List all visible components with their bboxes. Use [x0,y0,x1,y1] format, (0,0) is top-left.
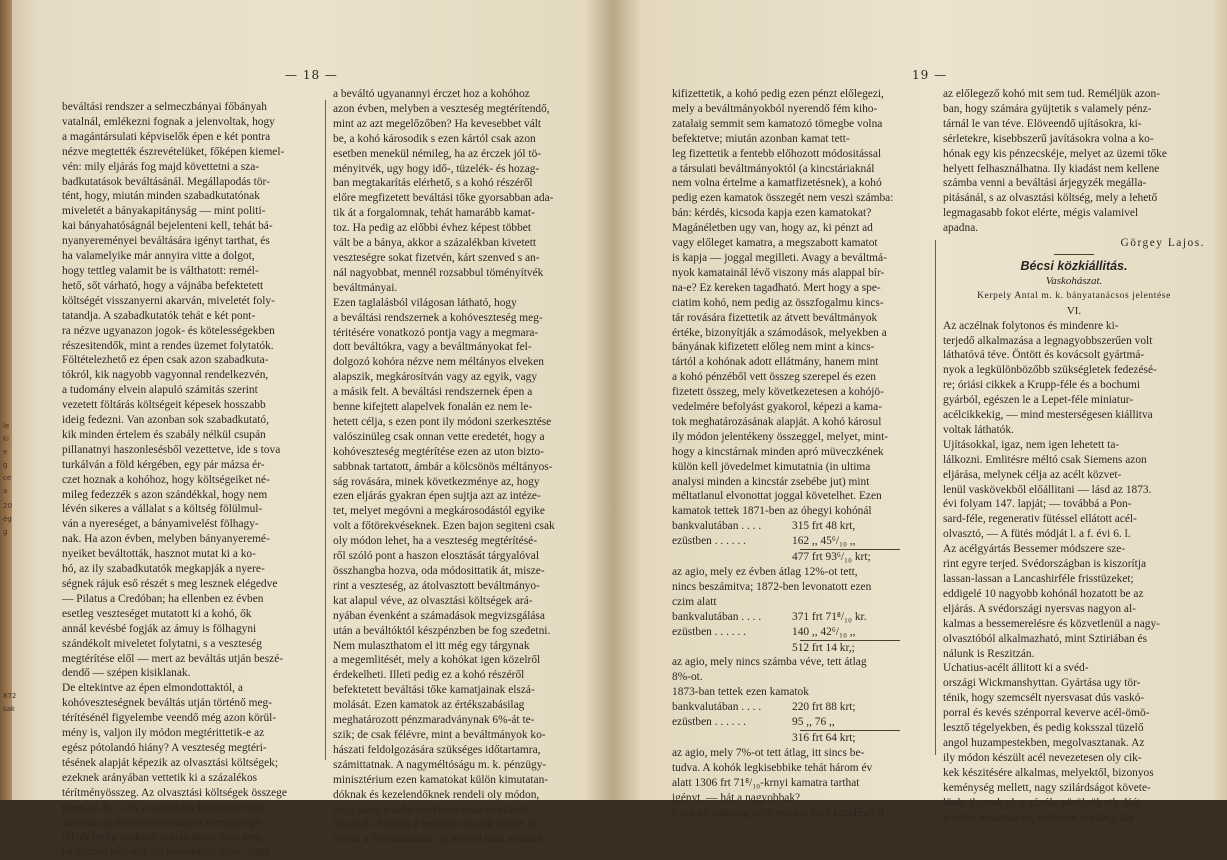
margin-fragment-text: le [3,422,10,430]
text-line: igényt, — hát a nagyobbak? [672,791,801,804]
text-line: mileg fedezzék s azon szándékkal, hogy nem [62,488,268,501]
text-line: voltak láthatók. [943,423,1014,436]
table-row [672,715,930,730]
table-row [672,610,930,625]
text-line: számittatnak. A nagyméltóságu m. k. pénzügy- [333,758,547,771]
text-line: nak. Ha azon évben, melyben bányanyeremé- [62,533,270,546]
section-title: Bécsi közkiállitás. [1020,258,1128,273]
text-line: angol huzampestekben, megolvasztanak. Az [943,736,1145,749]
text-line: költségét visszanyerni akarván, miveletét foly- [62,294,275,307]
text-line: ségnek rájuk eső részét s meg lesznek elégedve [62,578,278,590]
text-line: a beváltási rendszernek a kohóveszteség meg- [333,311,543,324]
text-line: tésének alapját képezik az olvasztási költségek; [62,756,279,769]
text-line: ban megtakarítás elérhető, s a kohó részéről [333,177,533,190]
text-line: pedig ezen kamatok összegét nem veszi számba: [672,192,894,205]
text-line: veszteségre sokat fizetvén, kárt szenved s an- [333,251,540,264]
text-line: mény is, valjon ily módon megtérittetik-e az [62,727,265,740]
text-line: kik minden értelem és szabály nélkül csupán [62,428,266,441]
right-text-column-1 [672,87,930,820]
text-line: pörölyt mutattak be, melynek mindegyike [943,811,1134,824]
text-line: megtérítése elől — mert az beváltás utján beszé- [62,652,284,665]
text-line: az agio, mely nincs számba véve, tett átlag [672,656,867,669]
text-line: zatalaig semmit sem kamatozó tömegbe volna [672,117,883,130]
text-line: hogy a kincstárnak minden apró müveczkének [672,445,884,458]
text-line: czim alatt [672,595,717,608]
text-line: Uchatius-acélt állitott ki a svéd- [943,662,1089,675]
text-line: lévén sikeres a vállalat s a költség fölülmul- [62,503,263,516]
table-label [672,550,792,565]
text-line: láthatóvá téve. Öntött és kovácsolt gyártmá- [943,349,1145,362]
text-line: legmagasabb fokot elérte, mégis valamivel [943,207,1139,220]
text-line: Az acélgyártás Bessemer módszere sze- [943,543,1126,556]
text-line: keménység mellett, nagy szilárdságot követe- [943,781,1151,794]
table-label: ezüstben . . . . . . [672,535,747,548]
table-row [672,519,930,534]
table-label: bankvalutában . . . . [672,701,762,714]
left-text-column-1 [62,100,320,860]
table-value: 95 ,, 76 ,, [792,716,835,729]
table-value: 316 frt 64 krt; [792,731,856,744]
text-line: Nem mulaszthatom el itt még egy tárgynak [333,639,530,652]
table-label: ezüstben . . . . . . [672,625,747,638]
text-line: ről szóló pont a haszon elosztását tárgyalóval [333,550,540,563]
section-number: VI. [1066,304,1082,317]
table-value: 477 frt 93⁶/₁₀ krt; [792,551,871,564]
text-line: után a beváltóktól készpénzben be fog szedetni. [333,624,551,637]
text-line: gyárból, egészen le a Lepet-féle miniatur- [943,394,1134,407]
table-row [672,534,930,549]
text-line: minisztérium ezen kamatokat külön kimutatan- [333,773,549,786]
text-line: összhangba hozva, oda módosittatik át, misze- [333,565,545,577]
text-line: re; óriási cikkek a Krupp-féle és a bochumi [943,379,1141,392]
text-line: az agio, mely 7%-ot tett átlag, itt sincs be- [672,746,865,759]
text-line: azonban az ércz-beváltmányok mennyiségé- [62,816,265,829]
text-line: térítésénél figyelembe veendő még azon körül- [62,712,277,725]
text-line: hónak egy kis pénzecskéje, melyet az üzemi tőke [943,147,1167,160]
text-line: mely a beváltmányokból nyerendő fém kiho- [672,102,878,115]
text-line: szik; de csak félévre, mint a beváltmányok ko- [333,728,546,741]
text-line: tassanak. Miután a beváltott érczek értéke, le- [333,818,542,831]
text-line: leg fizettetik a fentebb előhozott módositással [672,147,882,160]
text-line: porral és kevés szénporral keverve acél-ömö- [943,707,1150,720]
margin-fragment [3,420,15,498]
text-line: kai bányahatóságnál bejelenteni kell, tehát bá- [62,220,273,233]
text-line: molását. Ezen kamatok az értékszabásilag [333,699,525,712]
text-line: kek készitésére alkalmas, melyektől, bizonyos [943,766,1154,779]
text-line: nincs beszámitva; 1872-ben levonatott ezen [672,580,872,593]
text-line: Föltételezhető ez épen csak azon szabadkuta- [62,354,269,367]
text-line: Ezen pénzösszeg mily módon való kezeléséről [672,806,885,819]
text-line: évi folyam 147. lapját; — továbbá a Pon- [943,498,1132,511]
text-line: hó, az ily szabadkutatók megkapják a nyere- [62,563,265,576]
margin-fragment-text: g [3,461,8,469]
table-row [672,625,930,640]
text-line: ván a nyereséget, a bányamivelést fölhagy- [62,518,259,531]
text-line: kamatok tettek 1871-ben az óhegyi kohónál [672,505,872,518]
text-line: hetett célja, s ezen pont ily módoni szerkesztése [333,415,552,428]
text-line: ra nézve ugyanazon jogok- és kötelességekben [62,324,275,337]
text-line: sérletekre, kisebbszerű javításokra volna a ko- [943,132,1154,145]
text-line: tet, melyet megóvni a megkárosodástól egyike [333,505,545,518]
text-line: érdekelheti. Illeti pedig ez a kohó részéről [333,669,525,682]
text-line: be, a kohó károsodik s ezen kártól csak azon [333,132,536,145]
text-line: mint az azt megelőzőben? Ha kevesebbet vált [333,117,542,130]
text-line: hető, sőt várható, hogy a vájnába befektetett [62,279,264,292]
table-label: ezüstben . . . . . . [672,716,747,729]
text-line: ha valamelyike már annyira vitte a dolgot, [62,250,255,263]
table-value: 140 ,, 42⁶/₁₀ ,, [792,625,856,638]
text-line: lesztő tégelyekben, és pedig koksszal tüzelő [943,722,1144,735]
text-line: a kohó pénzéből vett összeg szerepel és ezen [672,371,876,384]
margin-fragment [3,500,15,539]
text-line: nálunk is Reszitzán. [943,647,1035,660]
text-line: tárnál le van téve. Elöveendő ujításokra, ki- [943,117,1142,130]
margin-fragment-text: ce [3,474,12,482]
text-line: pitásánál, s az olvasztási költség, mely a lehető [943,192,1158,205]
table-label [672,731,792,746]
text-line: dolgozó kohóra nézve nem méltányos elveken [333,356,544,369]
text-line: a beváltó ugyanannyi érczet hoz a kohóhoz [333,88,530,100]
margin-fragment-text: sak [3,705,15,713]
table-label: bankvalutában . . . . [672,520,762,533]
table-value: 512 frt 14 kr,; [792,641,855,654]
text-line: hogy azok a kohó bevételei közé ne számit- [333,803,532,816]
text-line: befektetve; miután azonban kamat tett- [672,132,850,145]
text-line: valószinüleg csak onnan vette eredetét, hogy a [333,430,545,443]
text-line: nem volna értelme a kamatfizetésnek), a kohó [672,177,882,190]
text-line: szándékolt miveletet folytatni, s a veszteség [62,637,262,650]
text-line: ily módon jelentékeny összeggel, melyet, mint- [672,430,889,443]
text-line: ményitvék, ugy hogy idő-, tüzelék- és hozag- [333,162,540,175]
text-line: kohóveszteség megtérítése ezen az uton bizto- [333,445,544,458]
text-line: tik át a forgalomnak, tehát hamarább kamat- [333,207,535,220]
left-page [0,0,612,859]
text-line: méltatlanul elvonottat joggal követelhet. Ezen [672,490,882,503]
text-line: dott beváltókra, vagy a beváltmányokat fel- [333,341,532,354]
text-line: nézve megtették észrevételüket, főképen kiemel- [62,145,285,158]
text-line: kifizettetik, a kohó pedig ezen pénzt előlegezi, [672,88,884,100]
text-line: is kapja — joggal megilleti. Avagy a beváltmá- [672,251,887,264]
text-line: rint a veszteség, az átolvasztott beváltmányo- [333,579,540,592]
text-line: eljárása, melynek célja az acélt közvet- [943,468,1122,481]
right-page [612,0,1227,824]
author-signature: Görgey Lajos. [1120,237,1205,250]
text-line: a magántársulati képviselők épen e két pontra [62,130,271,143]
text-line: az előlegező kohó mit sem tud. Reméljük azon- [943,88,1160,100]
text-line: helyett felhasználhatna. Ily kiadást nem kellene [943,162,1160,175]
text-line: dóknak és kezelendőknek rendeli oly módon, [333,788,540,801]
section-subtitle: Vaskohászat. [1045,274,1103,287]
text-line: téritésére vonatkozó pontja vagy a megmara- [333,326,539,339]
text-line: miveletét a bányakapitányság — mint politi- [62,205,266,218]
text-line: bán: kérdés, kicsoda kapja ezen kamatokat? [672,207,872,220]
text-line: vonva a levonandókat, az átvétel után azonnal [333,833,543,846]
text-line: tatandja. A szabadkutatók tehát e két pont- [62,309,256,322]
text-line: ezen eljárás gyakran épen sujtja azt az intéze- [333,490,541,503]
text-line: beváltmányai. [333,281,398,294]
text-line: tár rovására fizettetik az átvett beváltmányok [672,311,878,324]
text-line: 8%-ot. [672,671,703,684]
text-line: nyeiket beváltották, hasznot mutat ki a ko- [62,548,256,561]
text-line: előre megfizetett beváltási tőke gyorsabban ada- [333,192,554,205]
right-text-column-2 [943,87,1205,825]
text-line: sard-féle, regenerativ fütéssel ellátott acél- [943,513,1137,526]
text-line: terjedő alkalmazása a legnagyobbszerűen volt [943,334,1153,347]
text-line: ban, hogy számára gyüjtetik s valamely pénz- [943,102,1152,115]
table-row [672,641,930,656]
text-line: hászati feldolgozására szükséges időtartamra, [333,743,541,756]
text-line: tókról, kik nagyobb vagyonnal rendelkezvén, [62,369,269,382]
text-line: Ezen taglalásból világosan látható, hogy [333,296,517,309]
table-row [672,731,930,746]
text-line: annál kevésbé fogják az ámuy is fölhagyni [62,622,257,635]
text-line: az agio, mely ez évben átlag 12%-ot tett, [672,566,858,578]
text-line: térítményösszeg. Az olvasztási költségek összege [62,786,287,799]
text-line: volt a főtörekvéseknek. Ezen bajon segiteni csak [333,520,555,533]
text-line: ság rovására, minek következménye az, hogy [333,475,540,488]
text-line: pillanatnyi haszonlesésből vezettetve, ide s tova [62,443,281,456]
text-line: ily módon készült acél nevezetesen oly cik- [943,751,1142,764]
margin-fragment [3,690,15,716]
text-line: tártól a kohónak adott ellátmány, hanem mint [672,356,879,369]
table-row [672,700,930,715]
margin-fragment-text: ki [3,435,9,443]
text-line: hogy tettleg valamit be is válthatott: remél- [62,264,259,277]
text-line: dendő — szépen kisiklanak. [62,667,191,680]
text-line: beváltási rendszer a selmeczbányai főbányah [62,101,267,113]
text-line: tudva. A kohók legkisebbike tehát három év [672,761,873,774]
text-line: badkutatások beváltásánál. Megállapodás tör- [62,175,270,188]
text-line: czet hoznak a kohóhoz, hogy költségeiket né- [62,473,270,486]
column-rule [935,240,936,755]
text-line: lenül vaskövekből előállitani — lásd az 1873. [943,483,1152,496]
text-line: kat alapul véve, az olvasztási költségek ará- [333,594,533,607]
margin-fragment-text: e [3,448,8,456]
text-line: acélcikkekig, — mind mesterségesen kiállitva [943,409,1153,422]
text-line: meghatározott pénzmaradványnak 6%-át te- [333,714,535,727]
text-line: befektetett beváltási tőke kamatjainak elszá- [333,684,535,697]
table-value: 220 frt 88 krt; [792,701,856,714]
text-line: bányának kifizetett előleg nem mint a kincs- [672,341,875,354]
text-line: ténik, hogy szemcsélt nyersvasat dús vaskó- [943,692,1145,705]
text-line: nyanyereményei beváltására igényt tarthat, és [62,235,270,248]
section-author: Kerpely Antal m. k. bányatanácsos jelentése [977,290,1171,301]
margin-fragment-text: 872 [3,692,17,700]
page-number-right: 19 — [912,68,948,82]
text-line: alapszik, megkárosítván vagy az egyik, vagy [333,371,538,384]
text-line: eddigelé 10 nagyobb kohónál hozatott be az [943,587,1144,600]
text-line: egész pótolandó hiány? A veszteség megtéri- [62,741,267,754]
text-line: eljárás. A svédországi nyersvas nagyon al- [943,602,1136,615]
text-line: Ujításokkal, igaz, nem igen lehetett ta- [943,438,1120,451]
table-value: 162 ,, 45⁶/₁₀ ,, [792,535,856,548]
text-line: — Pilatus a Credóban; ha ellenben ez évben [62,592,264,605]
text-line: Magánéletben ugy van, hogy az, ki pénzt ad [672,222,873,235]
text-line: kohóveszteségnek beváltás utján történő meg- [62,697,273,710]
table-row [672,550,930,565]
text-line: nyok kamatainál lévő viszony más alappal bír- [672,266,885,279]
text-line: Az aczélnak folytonos és mindenre ki- [943,319,1119,332]
left-text-column-2 [333,87,591,847]
text-line: nál nagyobbat, mennél rozsabbul töményítvék [333,266,544,279]
text-line: vált be a bánya, akkor a százalékban kivetett [333,237,537,250]
column-rule [325,100,326,760]
text-line: lassan-lassan a Lancashirféle frisstüzeket; [943,573,1134,585]
section-divider [1054,254,1094,255]
text-line: kalmas a bessemerelésre és közvetlenül a nagy- [943,617,1160,630]
text-line: tént, hogy, miután minden szabadkutatónak [62,190,260,203]
table-value: 371 frt 71⁸/₁₀ kr. [792,610,867,623]
text-line: benne kifejtett alapelvek fonalán ez nem le- [333,401,533,414]
text-line: toz. Ha pedig az előbbi évhez képest többet [333,222,531,235]
text-line: olvasztóból alkalmazható, mint Sztiriában és [943,632,1148,645]
text-line: a tudomány elvein alapuló számitás szerint [62,384,258,397]
margin-fragment-text: g [3,528,8,536]
text-line: számba venni a beváltási árjegyzék megálla- [943,177,1147,190]
text-line: ideig fedezni. Van azonban sok szabadkutató, [62,414,269,427]
text-line: alatt 1306 frt 71⁸/₁₀-krnyi kamatra tarthat [672,776,860,789]
text-line: vatalnál, emlékezni fognak a jelenvoltak, hogy [62,115,275,128]
text-line: vagy előleget kamatra, a megszabott kamatot [672,237,878,250]
text-line: ezeknek arányában vettetik ki a százalékos [62,771,258,784]
page-number-left: — 18 — [285,68,338,82]
text-line: vedelmére befolyást gyakorol, képezi a kama- [672,401,882,414]
text-line: azon évben, melyben a veszteség megtérítendő, [333,102,550,115]
book-edge [0,0,12,800]
text-line: oly módon lehet, ha a veszteség megtérítésé- [333,535,538,548]
text-line: analysi minden a kincstár zsebébe jut) mint [672,475,870,488]
text-line: nyok a legkülönbözőbb szükségletek fedezésé- [943,364,1157,377]
text-line: 1873-ban tettek ezen kamatok [672,686,809,699]
table-label: bankvalutában . . . . [672,610,762,623]
text-line: sabbnak tartatott, ámbár a kölcsönös méltányos- [333,460,553,473]
text-line: vezetett föltárás költségeit képesek hosszabb [62,399,266,412]
text-line: határozott súlyától. Ki kezeskedik arról, hogy [62,846,270,859]
margin-fragment-text: ég [3,515,12,523]
text-line: lünk; ilyenek pl. a zúzók, pörölyök stb. Két [943,796,1141,809]
text-line: turkálván a föld kérgében, egy pár mázsa ér- [62,458,265,471]
text-line: a másik felt. A beváltási rendszernek épen a [333,386,533,399]
text-line: től, és pedig ezeknek száraz állapotban meg- [62,831,266,844]
margin-fragment-text: a [3,487,8,495]
text-line: nyában évenként a számadások megvizsgálása [333,609,545,622]
text-line: részesitendők, mint a rendes üzemet folytatók. [62,339,274,352]
text-line: ciatim kohó, nem pedig az összfogalmu kincs- [672,296,884,309]
text-line: külön kell jövedelmet kimutatnia (in ultima [672,460,871,473]
text-line: olvasztó, — A fütés módját l. a f. évi 6. l. [943,528,1131,541]
table-value: 315 frt 48 krt, [792,520,856,533]
text-line: tok meghatározásának alapját. A kohó károsul [672,415,882,428]
text-line: lálkozni. Emlitésre méltó csak Siemens azon [943,453,1147,466]
text-line: (nem az ár, — ez a salakadás functiója) függ [62,801,265,814]
text-line: apadna. [943,222,979,235]
table-label [672,641,792,656]
text-line: a megemlitését, mely a kohókat igen közelről [333,654,541,667]
margin-fragment-text: 20 [3,502,12,510]
text-line: fizetett összeg, mely következetesen a kohójö- [672,386,884,399]
text-line: országi Wickmanshyttan. Gyártása ugy tör- [943,677,1141,690]
text-line: na-e? Ez kereken tagadható. Mert hogy a spe- [672,281,881,294]
text-line: De eltekintve az épen elmondottaktól, a [62,682,243,695]
text-line: vén: mily eljárás fog majd követtetni a sza- [62,160,260,173]
text-line: a társulati beváltmányoktól (a kincstáriaknál [672,162,875,175]
text-line: esetleg veszteséget mutatott ki a kohó, ők [62,607,252,620]
text-line: értéke, bizonyítják a számodások, melyekben a [672,326,887,339]
text-line: esetben menekül némileg, ha az érczek jól tö- [333,147,542,160]
text-line: rint egyre terjed. Svédországban is kiszorítja [943,558,1147,571]
